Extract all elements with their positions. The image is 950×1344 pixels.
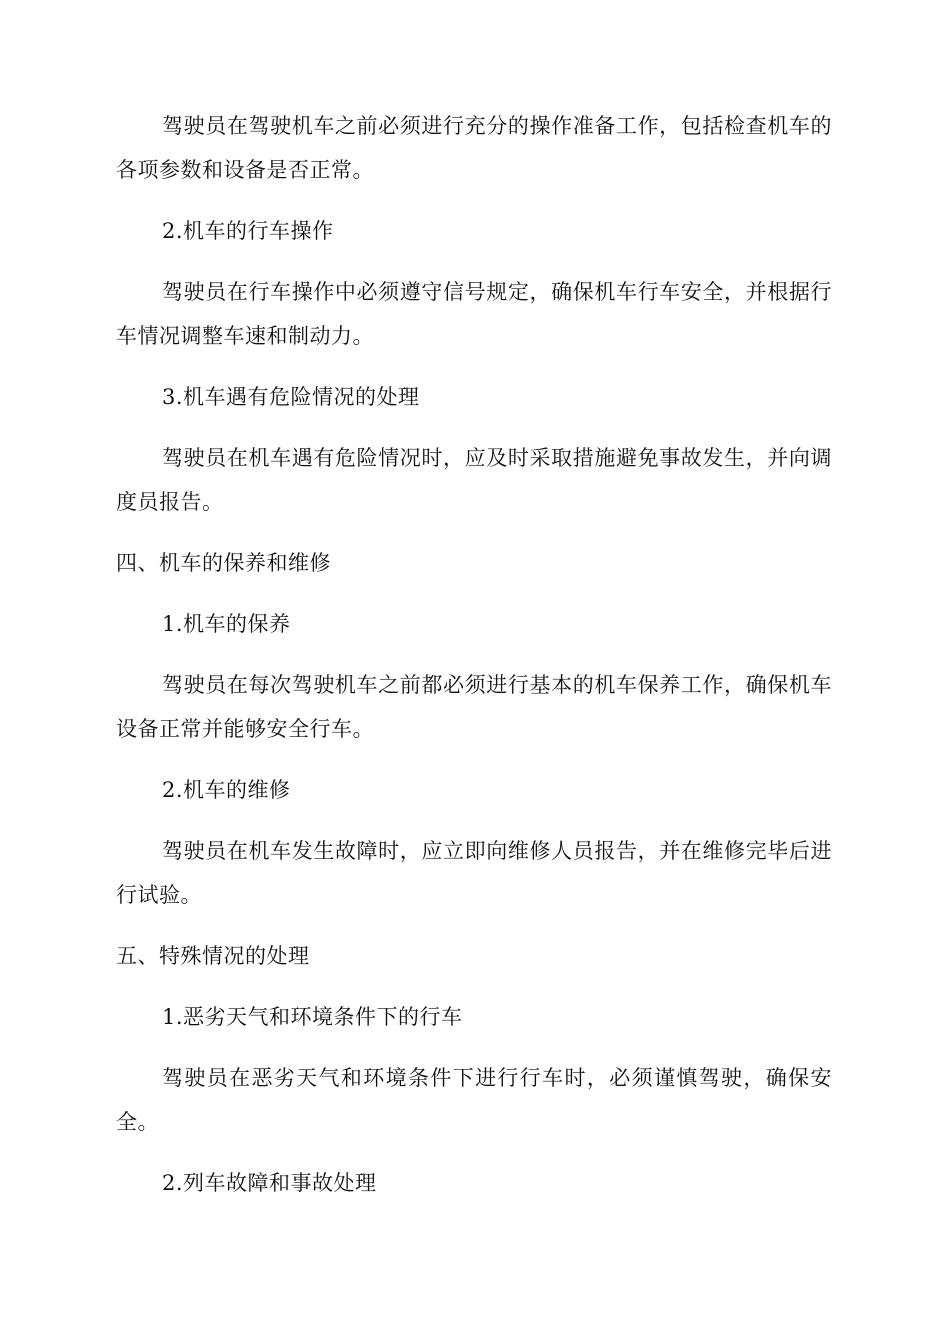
subheading-driving-operation: 2.机车的行车操作 — [162, 219, 334, 243]
paragraph-driving-operation: 驾驶员在行车操作中必须遵守信号规定，确保机车行车安全，并根据行车情况调整车速和制动力。 — [116, 280, 832, 348]
section-heading-maintenance: 四、机车的保养和维修 — [116, 551, 331, 575]
paragraph-danger-handling: 驾驶员在机车遇有危险情况时，应及时采取措施避免事故发生，并向调度员报告。 — [116, 446, 832, 514]
paragraph-upkeep: 驾驶员在每次驾驶机车之前都必须进行基本的机车保养工作，确保机车设备正常并能够安全行车。 — [116, 673, 832, 741]
subheading-upkeep: 1.机车的保养 — [162, 612, 291, 636]
paragraph-prep-work: 驾驶员在驾驶机车之前必须进行充分的操作准备工作，包括检查机车的各项参数和设备是否正常。 — [116, 114, 832, 182]
subheading-train-failure: 2.列车故障和事故处理 — [162, 1171, 377, 1195]
paragraph-repair: 驾驶员在机车发生故障时，应立即向维修人员报告，并在维修完毕后进行试验。 — [116, 839, 832, 907]
section-heading-special-cases: 五、特殊情况的处理 — [116, 944, 310, 968]
subheading-bad-weather: 1.恶劣天气和环境条件下的行车 — [162, 1005, 463, 1029]
paragraph-bad-weather: 驾驶员在恶劣天气和环境条件下进行行车时，必须谨慎驾驶，确保安全。 — [116, 1066, 832, 1134]
subheading-danger-handling: 3.机车遇有危险情况的处理 — [162, 385, 420, 409]
document-page — [116, 104, 832, 1222]
subheading-repair: 2.机车的维修 — [162, 778, 291, 802]
